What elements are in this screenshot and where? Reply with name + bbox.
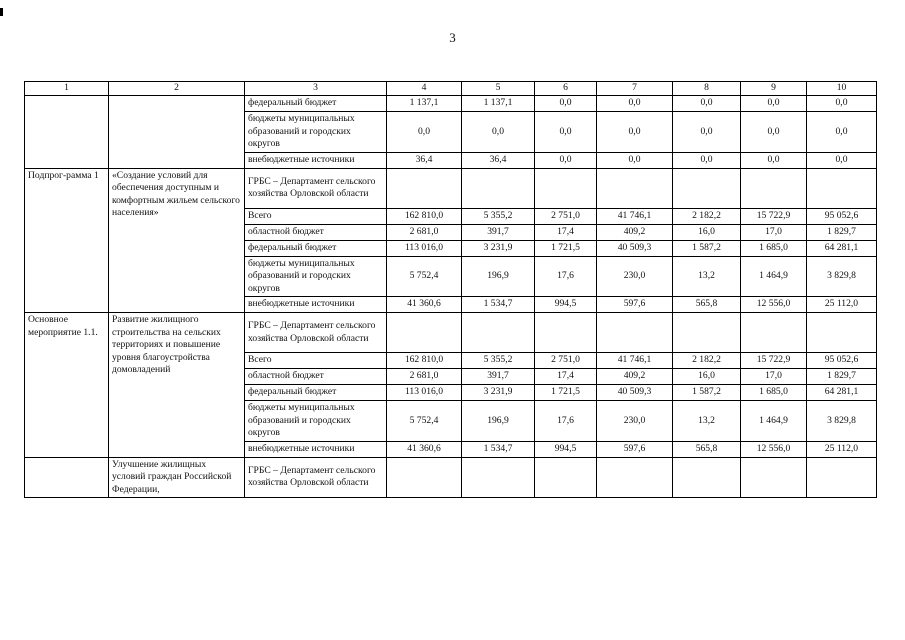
amount-cell-col-5: 391,7 — [462, 224, 535, 240]
funding-source-cell: ГРБС – Департамент сельского хозяйства Орловской области — [245, 313, 387, 353]
page-number: 3 — [449, 30, 456, 45]
amount-cell-col-5 — [462, 168, 535, 208]
column-header-10: 10 — [807, 82, 877, 96]
amount-cell-col-7: 409,2 — [597, 224, 673, 240]
amount-cell-col-8: 2 182,2 — [673, 208, 741, 224]
funding-source-cell: внебюджетные источники — [245, 297, 387, 313]
amount-cell-col-5: 3 231,9 — [462, 385, 535, 401]
funding-source-cell: бюджеты муниципальных образований и городских округов — [245, 112, 387, 153]
funding-source-cell: внебюджетные источники — [245, 441, 387, 457]
funding-source-cell: ГРБС – Департамент сельского хозяйства Орловской области — [245, 168, 387, 208]
amount-cell-col-4: 162 810,0 — [387, 353, 462, 369]
amount-cell-col-10: 0,0 — [807, 96, 877, 112]
amount-cell-col-7: 40 509,3 — [597, 240, 673, 256]
amount-cell-col-4 — [387, 313, 462, 353]
amount-cell-col-4: 41 360,6 — [387, 441, 462, 457]
column-header-7: 7 — [597, 82, 673, 96]
amount-cell-col-10: 95 052,6 — [807, 353, 877, 369]
amount-cell-col-10: 25 112,0 — [807, 297, 877, 313]
amount-cell-col-7: 597,6 — [597, 297, 673, 313]
funding-source-cell: внебюджетные источники — [245, 152, 387, 168]
amount-cell-col-6 — [535, 168, 597, 208]
funding-source-cell: бюджеты муниципальных образований и городских округов — [245, 256, 387, 297]
amount-cell-col-10 — [807, 313, 877, 353]
amount-cell-col-10: 1 829,7 — [807, 369, 877, 385]
amount-cell-col-6: 17,4 — [535, 369, 597, 385]
amount-cell-col-5: 1 534,7 — [462, 441, 535, 457]
column-header-1: 1 — [25, 82, 109, 96]
table-row — [25, 96, 877, 112]
funding-source-cell: областной бюджет — [245, 369, 387, 385]
amount-cell-col-5 — [462, 313, 535, 353]
amount-cell-col-6: 1 721,5 — [535, 240, 597, 256]
amount-cell-col-10 — [807, 457, 877, 498]
column-header-3: 3 — [245, 82, 387, 96]
funding-source-cell: Всего — [245, 353, 387, 369]
amount-cell-col-9: 17,0 — [741, 224, 807, 240]
funding-source-cell: федеральный бюджет — [245, 385, 387, 401]
amount-cell-col-7: 0,0 — [597, 96, 673, 112]
program-name-cell: «Создание условий для обеспечения доступным и комфортным жильем сельского населения» — [109, 168, 245, 313]
amount-cell-col-9: 15 722,9 — [741, 208, 807, 224]
amount-cell-col-6 — [535, 457, 597, 498]
amount-cell-col-8: 0,0 — [673, 112, 741, 153]
amount-cell-col-5: 1 137,1 — [462, 96, 535, 112]
amount-cell-col-8: 0,0 — [673, 152, 741, 168]
amount-cell-col-8: 16,0 — [673, 224, 741, 240]
amount-cell-col-7: 40 509,3 — [597, 385, 673, 401]
column-header-4: 4 — [387, 82, 462, 96]
amount-cell-col-7: 230,0 — [597, 401, 673, 442]
amount-cell-col-4: 5 752,4 — [387, 256, 462, 297]
program-code-cell — [25, 96, 109, 169]
amount-cell-col-6: 0,0 — [535, 96, 597, 112]
amount-cell-col-7: 597,6 — [597, 441, 673, 457]
amount-cell-col-10: 0,0 — [807, 112, 877, 153]
column-header-row — [25, 82, 877, 96]
amount-cell-col-5: 0,0 — [462, 112, 535, 153]
amount-cell-col-4: 162 810,0 — [387, 208, 462, 224]
amount-cell-col-4: 1 137,1 — [387, 96, 462, 112]
amount-cell-col-10 — [807, 168, 877, 208]
amount-cell-col-10: 64 281,1 — [807, 240, 877, 256]
funding-source-cell: областной бюджет — [245, 224, 387, 240]
amount-cell-col-8: 565,8 — [673, 297, 741, 313]
amount-cell-col-9: 1 685,0 — [741, 385, 807, 401]
program-name-cell: Улучшение жилищных условий граждан Российской Федерации, — [109, 457, 245, 498]
amount-cell-col-4: 2 681,0 — [387, 224, 462, 240]
table-row — [25, 313, 877, 353]
amount-cell-col-7: 230,0 — [597, 256, 673, 297]
amount-cell-col-4: 41 360,6 — [387, 297, 462, 313]
amount-cell-col-6: 17,4 — [535, 224, 597, 240]
amount-cell-col-5: 196,9 — [462, 256, 535, 297]
program-name-cell — [109, 96, 245, 169]
budget-table — [24, 81, 877, 498]
funding-source-cell: федеральный бюджет — [245, 96, 387, 112]
amount-cell-col-9: 12 556,0 — [741, 441, 807, 457]
column-header-5: 5 — [462, 82, 535, 96]
amount-cell-col-10: 1 829,7 — [807, 224, 877, 240]
funding-source-cell: ГРБС – Департамент сельского хозяйства Орловской области — [245, 457, 387, 498]
amount-cell-col-9 — [741, 457, 807, 498]
amount-cell-col-8: 1 587,2 — [673, 385, 741, 401]
table-row — [25, 457, 877, 498]
amount-cell-col-8 — [673, 313, 741, 353]
amount-cell-col-9: 1 464,9 — [741, 256, 807, 297]
amount-cell-col-10: 3 829,8 — [807, 401, 877, 442]
amount-cell-col-6: 0,0 — [535, 112, 597, 153]
amount-cell-col-9 — [741, 313, 807, 353]
amount-cell-col-4: 113 016,0 — [387, 240, 462, 256]
amount-cell-col-8: 565,8 — [673, 441, 741, 457]
amount-cell-col-6: 0,0 — [535, 152, 597, 168]
amount-cell-col-4: 113 016,0 — [387, 385, 462, 401]
amount-cell-col-9: 1 464,9 — [741, 401, 807, 442]
column-header-9: 9 — [741, 82, 807, 96]
amount-cell-col-4: 36,4 — [387, 152, 462, 168]
amount-cell-col-6: 2 751,0 — [535, 208, 597, 224]
amount-cell-col-5: 391,7 — [462, 369, 535, 385]
program-code-cell: Подпрог-рамма 1 — [25, 168, 109, 313]
amount-cell-col-9: 0,0 — [741, 152, 807, 168]
amount-cell-col-6: 994,5 — [535, 297, 597, 313]
amount-cell-col-7: 0,0 — [597, 152, 673, 168]
amount-cell-col-8: 0,0 — [673, 96, 741, 112]
amount-cell-col-10: 95 052,6 — [807, 208, 877, 224]
amount-cell-col-10: 0,0 — [807, 152, 877, 168]
amount-cell-col-5: 196,9 — [462, 401, 535, 442]
program-code-cell: Основное мероприятие 1.1. — [25, 313, 109, 458]
amount-cell-col-4 — [387, 457, 462, 498]
amount-cell-col-9: 17,0 — [741, 369, 807, 385]
amount-cell-col-9 — [741, 168, 807, 208]
funding-source-cell: бюджеты муниципальных образований и городских округов — [245, 401, 387, 442]
amount-cell-col-7 — [597, 168, 673, 208]
amount-cell-col-6: 994,5 — [535, 441, 597, 457]
column-header-8: 8 — [673, 82, 741, 96]
amount-cell-col-9: 12 556,0 — [741, 297, 807, 313]
program-code-cell — [25, 457, 109, 498]
amount-cell-col-6: 17,6 — [535, 256, 597, 297]
program-name-cell: Развитие жилищного строительства на сельских территориях и повышение уровня благоустройства домовладений — [109, 313, 245, 458]
amount-cell-col-6: 17,6 — [535, 401, 597, 442]
column-header-2: 2 — [109, 82, 245, 96]
amount-cell-col-6 — [535, 313, 597, 353]
amount-cell-col-8: 1 587,2 — [673, 240, 741, 256]
amount-cell-col-7: 409,2 — [597, 369, 673, 385]
amount-cell-col-5: 36,4 — [462, 152, 535, 168]
amount-cell-col-6: 2 751,0 — [535, 353, 597, 369]
amount-cell-col-10: 64 281,1 — [807, 385, 877, 401]
amount-cell-col-5: 3 231,9 — [462, 240, 535, 256]
amount-cell-col-4 — [387, 168, 462, 208]
amount-cell-col-8 — [673, 457, 741, 498]
table-row — [25, 168, 877, 208]
amount-cell-col-4: 5 752,4 — [387, 401, 462, 442]
funding-source-cell: федеральный бюджет — [245, 240, 387, 256]
amount-cell-col-5: 1 534,7 — [462, 297, 535, 313]
amount-cell-col-7 — [597, 457, 673, 498]
amount-cell-col-5: 5 355,2 — [462, 208, 535, 224]
amount-cell-col-5 — [462, 457, 535, 498]
amount-cell-col-8: 13,2 — [673, 401, 741, 442]
amount-cell-col-7: 41 746,1 — [597, 353, 673, 369]
column-header-6: 6 — [535, 82, 597, 96]
scan-corner-mark — [0, 8, 3, 16]
amount-cell-col-10: 25 112,0 — [807, 441, 877, 457]
amount-cell-col-9: 1 685,0 — [741, 240, 807, 256]
amount-cell-col-7: 41 746,1 — [597, 208, 673, 224]
amount-cell-col-8: 2 182,2 — [673, 353, 741, 369]
amount-cell-col-10: 3 829,8 — [807, 256, 877, 297]
amount-cell-col-9: 0,0 — [741, 96, 807, 112]
amount-cell-col-4: 0,0 — [387, 112, 462, 153]
amount-cell-col-7: 0,0 — [597, 112, 673, 153]
amount-cell-col-8: 16,0 — [673, 369, 741, 385]
amount-cell-col-6: 1 721,5 — [535, 385, 597, 401]
amount-cell-col-9: 0,0 — [741, 112, 807, 153]
amount-cell-col-9: 15 722,9 — [741, 353, 807, 369]
amount-cell-col-4: 2 681,0 — [387, 369, 462, 385]
amount-cell-col-8 — [673, 168, 741, 208]
amount-cell-col-8: 13,2 — [673, 256, 741, 297]
amount-cell-col-5: 5 355,2 — [462, 353, 535, 369]
funding-source-cell: Всего — [245, 208, 387, 224]
amount-cell-col-7 — [597, 313, 673, 353]
